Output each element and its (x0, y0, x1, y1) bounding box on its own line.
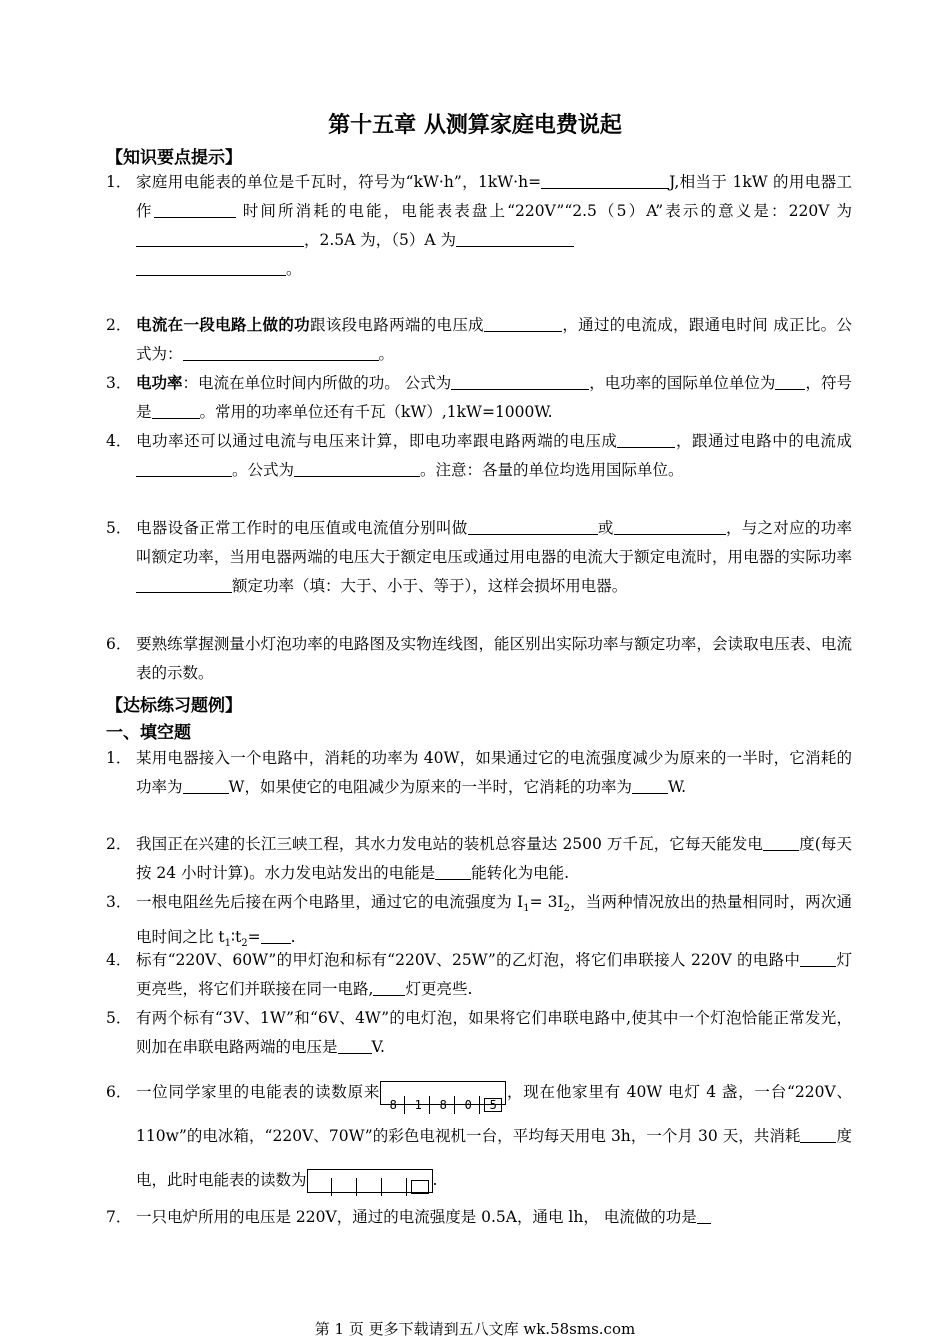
item-text: 标有“220V、60W”的甲灯泡和标有“220V、25W”的乙灯泡，将它们串联接人 220V 的电路中 (136, 951, 801, 969)
answer-blank[interactable] (775, 371, 805, 390)
answer-blank[interactable] (136, 257, 286, 276)
item-text: ，2.5A 为，（5）A 为 (304, 231, 457, 249)
meter-blank-cell[interactable] (384, 1178, 407, 1196)
answer-blank[interactable] (456, 228, 574, 247)
answer-blank[interactable] (800, 948, 836, 967)
answer-blank[interactable] (338, 1035, 372, 1054)
section-knowledge-heading: 【知识要点提示】 (106, 148, 242, 168)
answer-blank[interactable] (800, 1124, 836, 1143)
answer-blank[interactable] (294, 458, 420, 477)
item-text: . (290, 928, 296, 947)
meter-blank-cell[interactable] (334, 1178, 357, 1196)
subscript: 1 (224, 938, 232, 950)
meter-digit: 1 (407, 1096, 430, 1114)
answer-blank[interactable] (484, 313, 562, 332)
item-text: ，符号是 (136, 374, 852, 421)
item-number: 4． (106, 951, 132, 969)
question-1 (106, 744, 852, 802)
answer-blank[interactable] (697, 1205, 711, 1224)
meter-digit-decimal: 5 (482, 1096, 504, 1114)
item-text: 我国正在兴建的长江三峡工程，其水力发电站的装机总容量达 2500 万千瓦，它每天能发电 (136, 835, 763, 853)
item-text: V. (371, 1038, 385, 1056)
item-text: ：电流在单位时间内所做的功。 公式为 (182, 374, 452, 392)
answer-blank[interactable] (136, 574, 232, 593)
question-6 (106, 1070, 852, 1202)
answer-blank[interactable] (451, 371, 589, 390)
knowledge-item-6 (106, 630, 852, 688)
answer-blank[interactable] (763, 832, 799, 851)
meter-blank-cell-decimal[interactable] (409, 1178, 431, 1196)
knowledge-item-3 (106, 369, 852, 427)
item-text: J,相当于 1kW 的用电器工作 (136, 173, 852, 220)
section-practice-heading: 【达标练习题例】 (106, 696, 242, 716)
item-text: 。常用的功率单位还有千瓦（kW）,1kW=1000W. (199, 403, 553, 421)
item-text: 一位同学家里的电能表的读数原来 (136, 1083, 381, 1101)
answer-blank[interactable] (541, 170, 669, 189)
item-text: 时间所消耗的电能，电能表表盘上“220V”“2.5（5）A”表示的意义是：220V 为 (235, 202, 852, 220)
item-text: 灯更亮些，将它们并联接在同一电路, (136, 951, 852, 998)
item-text: 家庭用电能表的单位是千瓦时，符号为“kW·h”，1kW·h= (136, 173, 542, 191)
item-number: 7． (106, 1208, 132, 1226)
item-number: 5． (106, 519, 132, 537)
answer-blank[interactable] (373, 977, 405, 996)
item-text: 要熟练掌握测量小灯泡功率的电路图及实物连线图，能区别出实际功率与额定功率，会读取电压表、电流表的示数。 (136, 635, 852, 682)
answer-blank[interactable] (261, 925, 291, 944)
item-number: 4． (106, 432, 132, 450)
meter-reading-blank[interactable] (307, 1169, 433, 1193)
item-text: 某用电器接入一个电路中，消耗的功率为 40W，如果通过它的电流强度减少为原来的一半时，它消耗的功率为 (136, 749, 852, 796)
item-text: ，当两种情况放出的热量相同时，两次通电时间之比 t (136, 893, 852, 947)
item-text: 度(每天按 24 小时计算)。水力发电站发出的电能是 (136, 835, 852, 882)
item-text: 。 (378, 345, 395, 363)
item-text: ，通过的电流成，跟通电时间 成正比。公式为： (136, 316, 852, 363)
knowledge-item-4 (106, 427, 852, 485)
item-text: 一只电炉所用的电压是 220V，通过的电流强度是 0.5A，通电 lh， 电流做的功是 (136, 1208, 697, 1226)
page-footer: 第 1 页 更多下载请到五八文库 wk.58sms.com (314, 1320, 636, 1338)
page-title: 第十五章 从测算家庭电费说起 (328, 113, 622, 138)
item-text: ，电功率的国际单位单位为 (589, 374, 776, 392)
item-text: . (432, 1171, 438, 1189)
subscript: 2 (241, 938, 248, 950)
meter-blank-cell[interactable] (309, 1178, 332, 1196)
item-text: 跟该段电路两端的电压成 (310, 316, 484, 334)
answer-blank[interactable] (617, 429, 675, 448)
item-text: 电功率还可以通过电流与电压来计算，即电功率跟电路两端的电压成 (136, 432, 618, 450)
item-number: 6． (106, 1083, 132, 1101)
item-number: 1． (106, 173, 132, 191)
item-text: = 3I (529, 893, 564, 911)
item-text: 额定功率（填：大于、小于、等于），这样会损坏用电器。 (232, 577, 628, 595)
answer-blank[interactable] (136, 458, 232, 477)
answer-blank[interactable] (136, 228, 304, 247)
question-5 (106, 1004, 852, 1062)
question-2 (106, 830, 852, 888)
item-text: ，现在他家里有 40W 电灯 4 盏，一台“220V、 110w”的电冰箱，“220V、70W”的彩色电视机一台，平均每天用电 3h，一个月 30 天，共消耗 (136, 1083, 852, 1145)
question-4 (106, 946, 852, 1004)
answer-blank[interactable] (435, 861, 471, 880)
question-7 (106, 1203, 852, 1232)
item-text: 灯更亮些. (405, 980, 473, 998)
bold-term: 电流在一段电路上做的功 (136, 316, 310, 334)
item-text: = (247, 928, 261, 947)
meter-digit: 8 (382, 1096, 405, 1114)
answer-blank[interactable] (154, 199, 236, 218)
item-text: W，如果使它的电阻减少为原来的一半时，它消耗的功率为 (228, 778, 632, 796)
answer-blank[interactable] (183, 775, 229, 794)
item-text: 度电，此时电能表的读数为 (136, 1127, 852, 1189)
bold-term: 电功率 (136, 374, 183, 392)
answer-blank[interactable] (468, 516, 598, 535)
meter-digit: 0 (457, 1096, 480, 1114)
item-number: 6． (106, 635, 132, 653)
item-number: 3． (106, 374, 132, 392)
item-text: 一根电阻丝先后接在两个电路里，通过它的电流强度为 I (136, 893, 524, 911)
knowledge-item-5 (106, 514, 852, 601)
item-number: 5． (106, 1009, 132, 1027)
meter-digit: 8 (432, 1096, 455, 1114)
answer-blank[interactable] (632, 775, 668, 794)
item-text: 。 (286, 260, 302, 278)
item-number: 2． (106, 835, 132, 853)
item-text: ，跟通过电路中的电流成 (675, 432, 852, 450)
answer-blank[interactable] (183, 342, 379, 361)
item-text: 能转化为电能. (471, 864, 570, 882)
answer-blank[interactable] (152, 400, 200, 419)
subscript: 1 (523, 903, 530, 915)
meter-reading-original (380, 1081, 506, 1112)
section-fill-heading: 一、填空题 (106, 723, 191, 743)
answer-blank[interactable] (614, 516, 726, 535)
item-number: 2． (106, 316, 132, 334)
item-text: 。公式为 (232, 461, 295, 479)
knowledge-item-2 (106, 311, 852, 369)
subscript: 2 (563, 903, 571, 915)
item-text: 或 (597, 519, 614, 537)
item-text: ，与之对应的功率叫额定功率，当用电器两端的电压大于额定电压或通过用电器的电流大于额定电流时，用电器的实际功率 (136, 519, 852, 566)
knowledge-item-1 (106, 168, 852, 284)
item-text: ∶t (231, 928, 242, 947)
item-text: 有两个标有“3V、1W”和“6V、4W”的电灯泡，如果将它们串联电路中,使其中一个灯泡恰能正常发光，则加在串联电路两端的电压是 (136, 1009, 852, 1056)
item-text: 电器设备正常工作时的电压值或电流值分别叫做 (136, 519, 468, 537)
item-text: 。注意：各量的单位均选用国际单位。 (420, 461, 684, 479)
meter-blank-cell[interactable] (359, 1178, 382, 1196)
item-text: W. (667, 778, 687, 796)
item-number: 1． (106, 749, 132, 767)
item-number: 3． (106, 893, 132, 911)
